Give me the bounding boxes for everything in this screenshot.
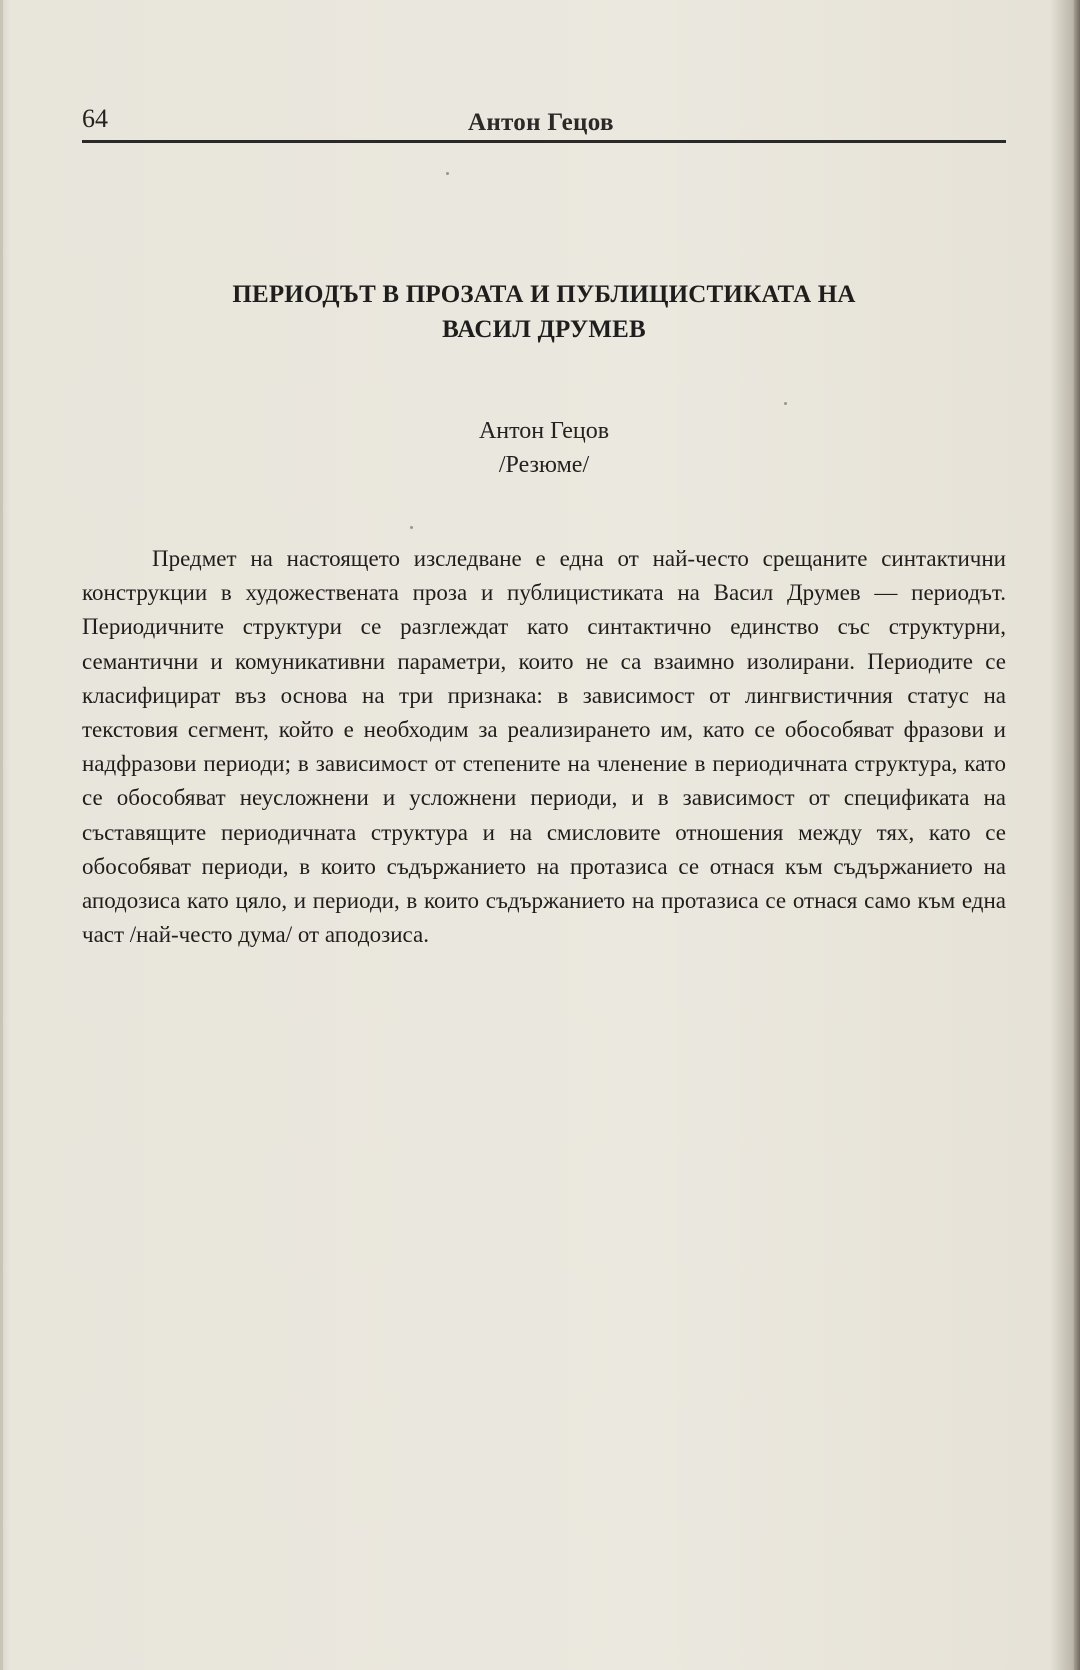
- page-left-edge: [0, 0, 3, 1670]
- header-rule: [82, 140, 1006, 143]
- paper-speck: [784, 402, 787, 405]
- article-byline: [82, 414, 1006, 482]
- abstract-label: /Резюме/: [498, 452, 590, 478]
- article-title-line-1: ПЕРИОДЪТ В ПРОЗАТА И ПУБЛИЦИСТИКАТА НА: [232, 281, 856, 308]
- abstract-paragraph: Предмет на настоящето изследване е една от най-често срещаните синтактични конструкции в художествената проза и публицистиката на Васил Друмев — периодът. Периодичните структури се разглеждат като синтактично единство със структурни, семантични и комуникативни параметри, които не са взаимно изолирани. Периодите се класифицират въз основа на три признака: в зависимост от лингвистичния статус на текстовия сегмент, който е необходим за реализирането им, като се обособяват фразови и надфразови периоди; в зависимост от степените на членение в периодичната структура, като се обособяват неусложнени и усложнени периоди, и в зависимост от спецификата на съставящите периодичната структура и на смисловите отношения между тях, като се обособяват периоди, в които съдържанието на протазиса се отнася към съдържанието на аподозиса като цяло, и периоди, в които съдържанието на протазиса се отнася само към една част /най-често дума/ от аподозиса.: [82, 546, 1006, 948]
- page-right-edge: [1074, 0, 1080, 1670]
- article-title-line-2: ВАСИЛ ДРУМЕВ: [442, 316, 646, 343]
- running-header: [82, 104, 1006, 140]
- article-title: [82, 277, 1006, 347]
- page-number: 64: [82, 104, 108, 133]
- header-author: Антон Гецов: [468, 109, 614, 136]
- article-author: Антон Гецов: [478, 418, 610, 444]
- paper-speck: [410, 526, 413, 529]
- paper-speck: [446, 172, 449, 175]
